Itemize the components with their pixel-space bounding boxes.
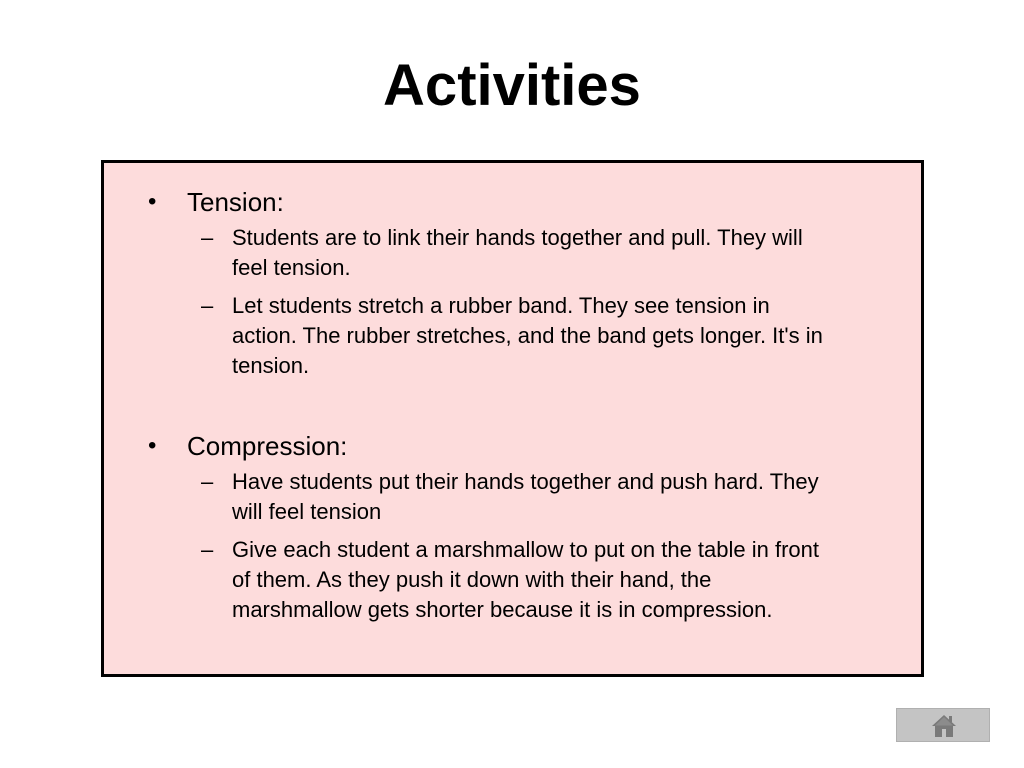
bullet-compression xyxy=(104,431,834,625)
sub-text: Give each student a marshmallow to put on the table in front of them. As they push it down with their hand, the marshmallow gets shorter because it is in compression. xyxy=(232,537,819,622)
sub-list xyxy=(187,467,834,625)
bullet-marker: • xyxy=(148,432,157,459)
sub-text: Students are to link their hands together and pull. They will feel tension. xyxy=(232,225,803,280)
slide-title: Activities xyxy=(383,53,641,118)
content-box xyxy=(101,160,924,677)
bullet-list xyxy=(104,187,834,633)
sub-list xyxy=(187,223,834,381)
home-button[interactable] xyxy=(896,708,990,742)
sub-marker: – xyxy=(201,537,214,562)
home-icon xyxy=(931,713,957,739)
sub-marker: – xyxy=(201,225,214,250)
sub-marker: – xyxy=(201,469,214,494)
sub-item xyxy=(187,535,834,625)
sub-item xyxy=(187,291,834,381)
bullet-heading: Tension: xyxy=(187,187,284,217)
sub-text: Let students stretch a rubber band. They see tension in action. The rubber stretches, and the band gets longer. It's in tension. xyxy=(232,293,823,378)
sub-text: Have students put their hands together and push hard. They will feel tension xyxy=(232,469,819,524)
bullet-heading: Compression: xyxy=(187,431,348,461)
sub-item xyxy=(187,223,834,283)
sub-marker: – xyxy=(201,293,214,318)
bullet-tension xyxy=(104,187,834,381)
bullet-marker: • xyxy=(148,188,157,215)
sub-item xyxy=(187,467,834,527)
